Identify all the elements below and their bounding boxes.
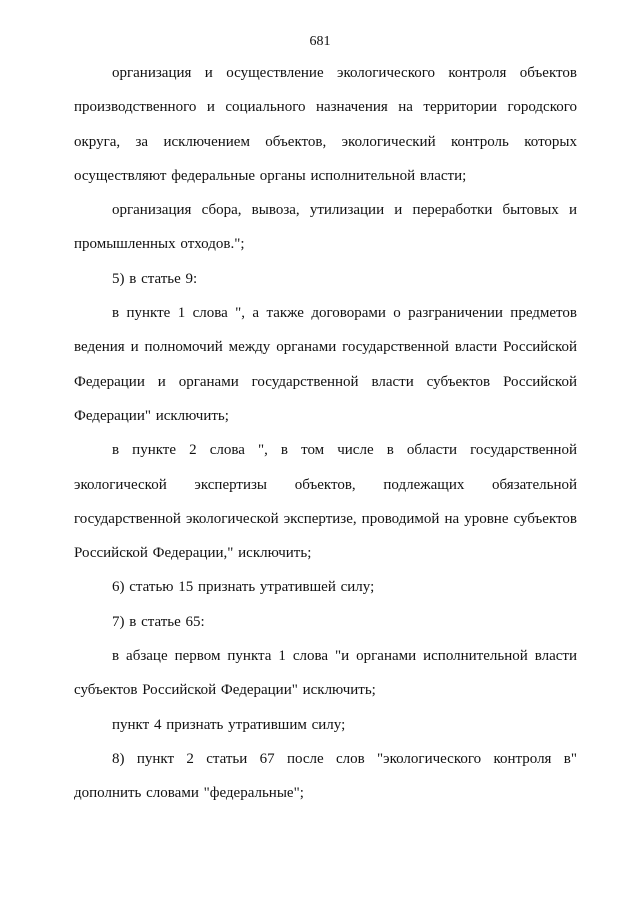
paragraph-article-65-point-1: в абзаце первом пункта 1 слова "и органами исполнительной власти субъектов Российской Федерации" исключить; (74, 648, 577, 699)
page-number: 681 (309, 34, 331, 49)
paragraph-item-7-article-65: 7) в статье 65: (112, 613, 205, 630)
paragraph-environmental-control: организация и осуществление экологического контроля объектов производственного и социального назначения на территории городского округа, за исключением объектов, экологический контроль которых осуществляют федеральные органы исполнительной власти; (74, 65, 577, 184)
paragraph-article-9-point-1: в пункте 1 слова ", а также договорами о разграничении предметов ведения и полномочий между органами государственной власти Российской Федерации и органами государственной власти субъектов Российской Федерации" исключить; (74, 305, 577, 424)
paragraph-waste-collection: организация сбора, вывоза, утилизации и переработки бытовых и промышленных отходов."; (74, 202, 577, 253)
paragraph-article-9-point-2: в пункте 2 слова ", в том числе в области государственной экологической экспертизы объектов, подлежащих обязательной государственной экологической экспертизе, проводимой на уровне субъектов Российской Федерации," исключить; (74, 442, 577, 562)
document-body (74, 56, 577, 811)
paragraph-item-5-article-9: 5) в статье 9: (112, 270, 198, 287)
paragraph-item-8-article-67: 8) пункт 2 статьи 67 после слов "экологического контроля в" дополнить словами "федеральные"; (74, 750, 577, 802)
paragraph-item-6-article-15: 6) статью 15 признать утратившей силу; (112, 579, 375, 596)
paragraph-article-65-point-4: пункт 4 признать утратившим силу; (112, 716, 346, 733)
